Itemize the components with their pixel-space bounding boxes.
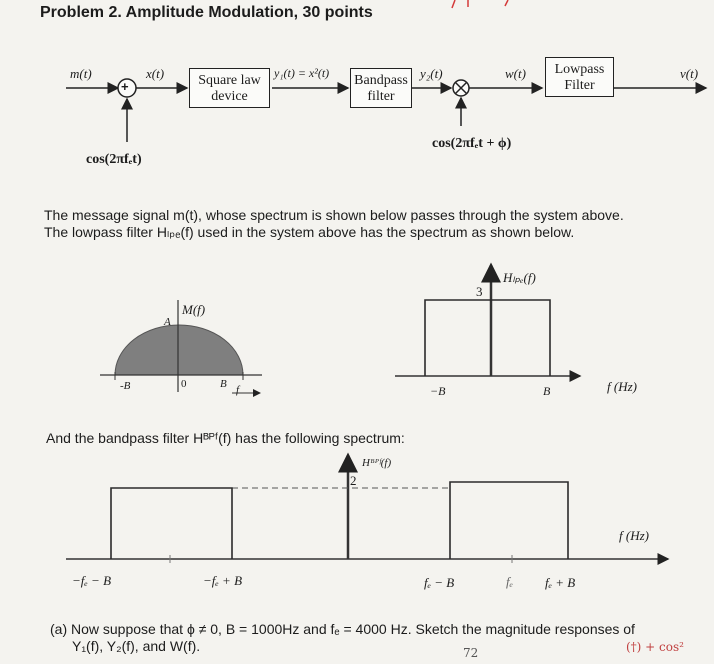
description-line1: The message signal m(t), whose spectrum is shown below passes through the system above. — [44, 207, 624, 223]
bpf-tick-neg-fc-minus-b: −fₑ − B — [72, 573, 112, 588]
message-peak-label: A — [164, 316, 171, 328]
bpf-height-label: 2 — [350, 473, 357, 488]
message-neg-label: -B — [120, 380, 131, 392]
bpf-tick-fc-plus-b: fₑ + B — [545, 575, 576, 590]
part-a-line2: Y₁(f), Y₂(f), and W(f). — [72, 638, 201, 654]
lpf-axis-label: f (Hz) — [607, 379, 637, 394]
square-law-line1: Square law — [198, 73, 261, 88]
bpf-axis-label: f (Hz) — [619, 528, 649, 543]
bpf-tick-fc-minus-b: fₑ − B — [424, 575, 455, 590]
adder-plus-symbol: + — [121, 79, 129, 94]
message-pos-label: B — [220, 378, 227, 390]
bpf-intro-text: And the bandpass filter Hᴮᴾᶠ(f) has the following spectrum: — [46, 430, 405, 446]
adder-output-label: x(t) — [146, 66, 165, 81]
lpf-neg-label: −B — [430, 384, 446, 398]
bpf-spectrum-label: Hᴮᴾᶠ(f) — [362, 457, 392, 469]
mixer-output-label: w(t) — [505, 66, 526, 81]
input-signal-label: m(t) — [70, 66, 92, 81]
handwritten-fragment: 72 — [463, 646, 479, 660]
message-zero-label: 0 — [181, 378, 187, 390]
bandpass-line1: Bandpass — [354, 73, 408, 88]
problem-title: Problem 2. Amplitude Modulation, 30 points — [40, 4, 373, 21]
bandpass-output-label: y₂(t) — [420, 66, 443, 81]
bpf-tick-neg-fc-plus-b: −fₑ + B — [203, 573, 243, 588]
description-line2: The lowpass filter Hₗₚₑ(f) used in the system above has the spectrum as shown below. — [44, 224, 575, 240]
handwritten-tail: (†) + cos² — [626, 640, 684, 654]
lpf-pos-label: B — [543, 384, 551, 398]
message-spectrum-label: M(f) — [182, 302, 206, 317]
lowpass-line1: Lowpass — [554, 62, 605, 77]
lowpass-line2: Filter — [564, 78, 595, 93]
lpf-spectrum-label: Hₗₚₑ(f) — [503, 270, 536, 285]
mixer-carrier-label: cos(2πfₑt + ϕ) — [432, 136, 512, 151]
lpf-height-label: 3 — [476, 284, 483, 299]
adder-carrier-label: cos(2πfₑt) — [86, 152, 142, 167]
message-axis-label: f — [236, 384, 240, 396]
bpf-left-rect — [111, 488, 232, 559]
square-law-output-label: y₁(t) = x²(t) — [274, 66, 330, 80]
bpf-tick-fc: fₑ — [506, 574, 514, 589]
bpf-right-rect — [450, 482, 568, 559]
part-a-line1: (a) Now suppose that ϕ ≠ 0, B = 1000Hz and fₑ = 4000 Hz. Sketch the magnitude responses of — [50, 621, 635, 637]
final-output-label: v(t) — [680, 66, 699, 81]
bandpass-line2: filter — [367, 89, 395, 104]
square-law-line2: device — [211, 89, 248, 104]
